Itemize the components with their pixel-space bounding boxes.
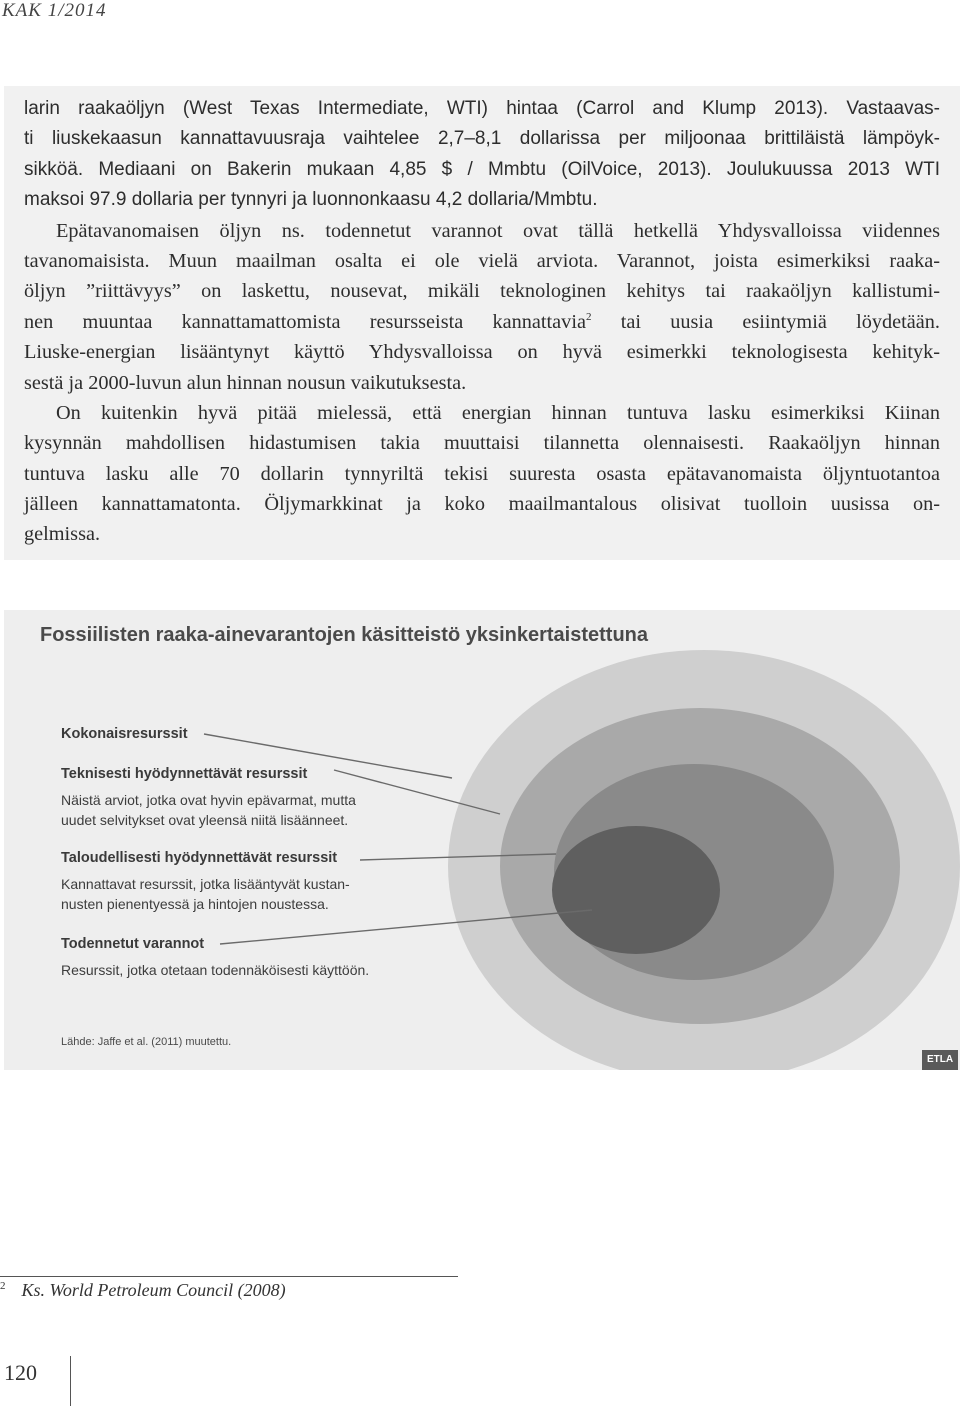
label-technically-recoverable: Teknisesti hyödynnettävät resurssit — [61, 766, 308, 782]
text-line: tavanomaisista. Muun maailman osalta ei ole vielä arviota. Varannot, joista esimerkiksi raaka- — [24, 249, 940, 272]
desc-line: uudet selvitykset ovat yleensä niitä lisäänneet. — [61, 812, 349, 828]
text-line: tuntuva lasku alle 70 dollarin tynnyriltä tekisi suuresta osasta epätavanomaista öljyntuotantoa — [24, 462, 940, 485]
page-number-rule — [70, 1356, 71, 1406]
label-total-resources: Kokonaisresurssit — [61, 726, 188, 742]
nested-ellipses-diagram — [4, 610, 960, 1070]
text-segment: tai uusia esiintymiä löydetään. — [591, 310, 940, 333]
footnote — [0, 1280, 286, 1301]
text-line: ti liuskekaasun kannattavuusraja vaihtelee 2,7–8,1 dollarissa per miljoonaa brittiläistä lämpöyk- — [24, 128, 940, 150]
text-line: Liuske-energian lisääntynyt käyttö Yhdysvalloissa on hyvä esimerkki teknologisesta kehityk- — [24, 341, 940, 364]
desc-line: Resurssit, jotka otetaan todennäköisesti käyttöön. — [61, 962, 370, 978]
body-paragraph-1 — [24, 94, 940, 550]
proven-reserves-ellipse — [552, 826, 720, 954]
footnote-text: Ks. World Petroleum Council (2008) — [21, 1280, 286, 1300]
text-line: sikköä. Mediaani on Bakerin mukaan 4,85 $ / Mmbtu (OilVoice, 2013). Joulukuussa 2013 WTI — [24, 158, 940, 180]
text-line: On kuitenkin hyvä pitää mielessä, että energian hinnan tuntuva lasku esimerkiksi Kiinan — [56, 401, 940, 424]
page-number: 120 — [4, 1360, 37, 1385]
resource-concept-figure — [4, 610, 960, 1070]
figure-title: Fossiilisten raaka-ainevarantojen käsitteistö yksinkertaistettuna — [40, 624, 649, 646]
desc-line: Näistä arviot, jotka ovat hyvin epävarmat, mutta — [61, 792, 356, 808]
text-line: maksoi 97.9 dollaria per tynnyri ja luonnonkaasu 4,2 dollaria/Mmbtu. — [24, 189, 598, 211]
text-line-with-footnote — [24, 307, 940, 337]
text-segment: nen muuntaa kannattamattomista resursseista kannattavia — [24, 310, 586, 333]
text-line: gelmissa. — [24, 523, 101, 546]
text-line: kysynnän mahdollisen hidastumisen takia muuttaisi tilannetta olennaisesti. Raakaöljyn hinnan — [24, 432, 940, 455]
figure-source: Lähde: Jaffe et al. (2011) muutettu. — [61, 1036, 232, 1048]
text-line: larin raakaöljyn (West Texas Intermediate, WTI) hintaa (Carrol and Klump 2013). Vastaavas- — [24, 98, 940, 119]
text-line: Epätavanomaisen öljyn ns. todennetut varannot ovat tällä hetkellä Yhdysvalloissa viidennes — [56, 219, 940, 242]
label-economically-recoverable: Taloudellisesti hyödynnettävät resurssit — [61, 850, 338, 866]
running-header: KAK 1/2014 — [2, 0, 107, 21]
text-line: jälleen kannattamatonta. Öljymarkkinat ja koko maailmantalous olisivat tuolloin uusissa on- — [24, 493, 940, 516]
etla-logo: ETLA — [922, 1050, 958, 1070]
label-proven-reserves: Todennetut varannot — [61, 936, 205, 952]
footnote-reference: 2 — [585, 310, 592, 323]
desc-line: Kannattavat resurssit, jotka lisääntyvät kustan- — [61, 876, 350, 892]
footnote-rule — [0, 1276, 458, 1277]
desc-line: nusten pienentyessä ja hintojen noustessa. — [61, 896, 329, 912]
text-line: öljyn ”riittävyys” on laskettu, nousevat, mikäli teknologinen kehitys tai raakaöljyn kallistumi- — [24, 280, 940, 303]
text-line: sestä ja 2000-luvun alun hinnan nousun vaikutuksesta. — [24, 371, 467, 394]
footnote-mark: 2 — [0, 1280, 6, 1292]
